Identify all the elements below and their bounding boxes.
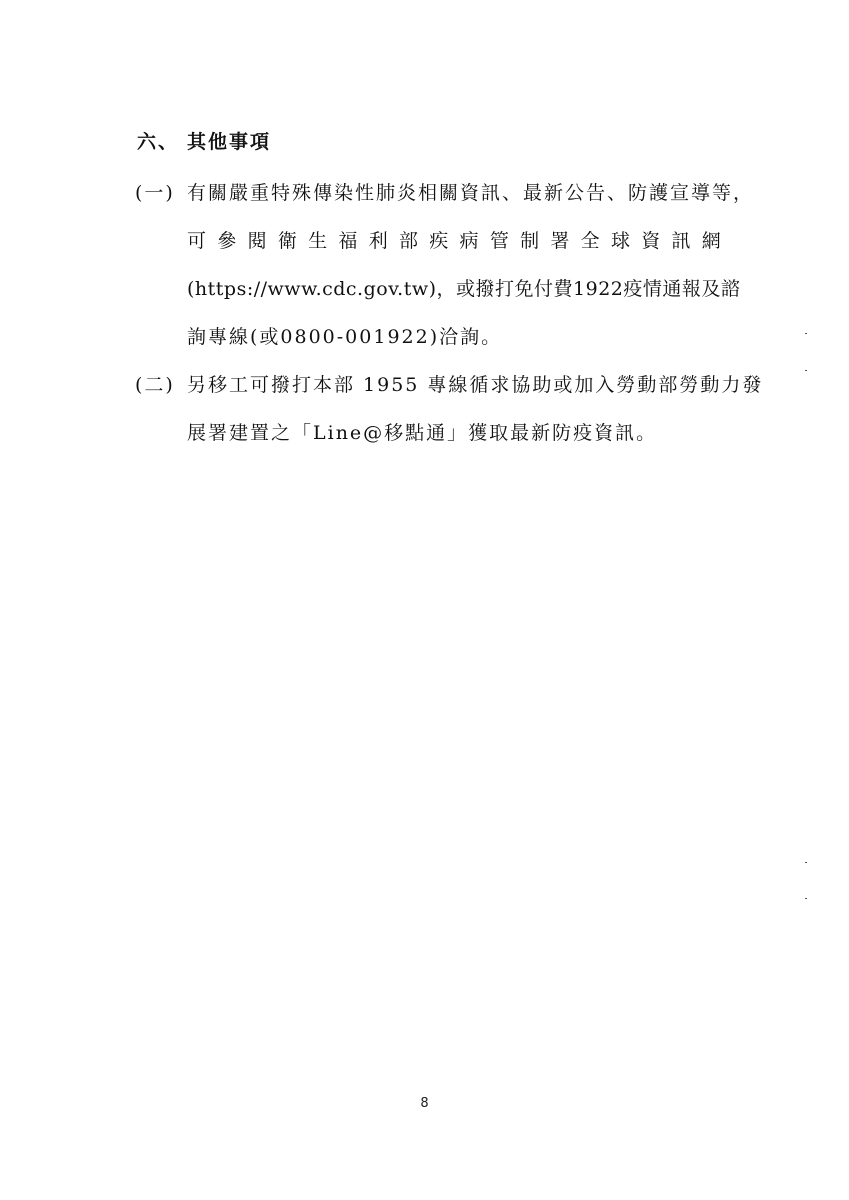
item-1-line-1: 有關嚴重特殊傳染性肺炎相關資訊、最新公告、防護宣導等， (187, 182, 755, 204)
spread-char: 閱 (247, 230, 267, 252)
spread-char: 可 (187, 230, 207, 252)
spread-char: 利 (368, 230, 388, 252)
spread-char: 衛 (277, 230, 297, 252)
section-heading (137, 130, 271, 154)
spread-char: 全 (580, 230, 600, 252)
spread-char: 病 (459, 230, 479, 252)
spread-char: 參 (217, 230, 237, 252)
scan-speck (805, 333, 807, 334)
spread-char: 疾 (429, 230, 449, 252)
item-1-line-4: 詢專線(或0800-001922)洽詢。 (187, 326, 503, 348)
item-1-line-2 (187, 229, 721, 253)
spread-char: 訊 (671, 230, 691, 252)
item-marker-2: (二) (135, 374, 175, 396)
spread-char: 生 (308, 230, 328, 252)
spread-char: 福 (338, 230, 358, 252)
scan-speck (805, 898, 807, 899)
spread-char: 署 (550, 230, 570, 252)
item-1-line-3: (https://www.cdc.gov.tw)，或撥打免付費1922疫情通報及諮 (187, 278, 741, 300)
spread-char: 制 (520, 230, 540, 252)
spread-char: 管 (489, 230, 509, 252)
spread-char: 網 (701, 230, 721, 252)
scan-speck (805, 370, 807, 371)
spread-char: 球 (610, 230, 630, 252)
page-number: 8 (420, 1096, 429, 1111)
scan-speck (805, 862, 807, 863)
section-number: 六、 (137, 131, 180, 153)
item-marker-1: (一) (135, 182, 175, 204)
spread-char: 部 (398, 230, 418, 252)
item-2-line-2: 展署建置之「Line@移點通」獲取最新防疫資訊。 (187, 422, 658, 444)
spread-char: 資 (641, 230, 661, 252)
section-title: 其他事項 (187, 131, 272, 153)
item-2-line-1: 另移工可撥打本部 1955 專線循求協助或加入勞動部勞動力發 (187, 374, 764, 396)
